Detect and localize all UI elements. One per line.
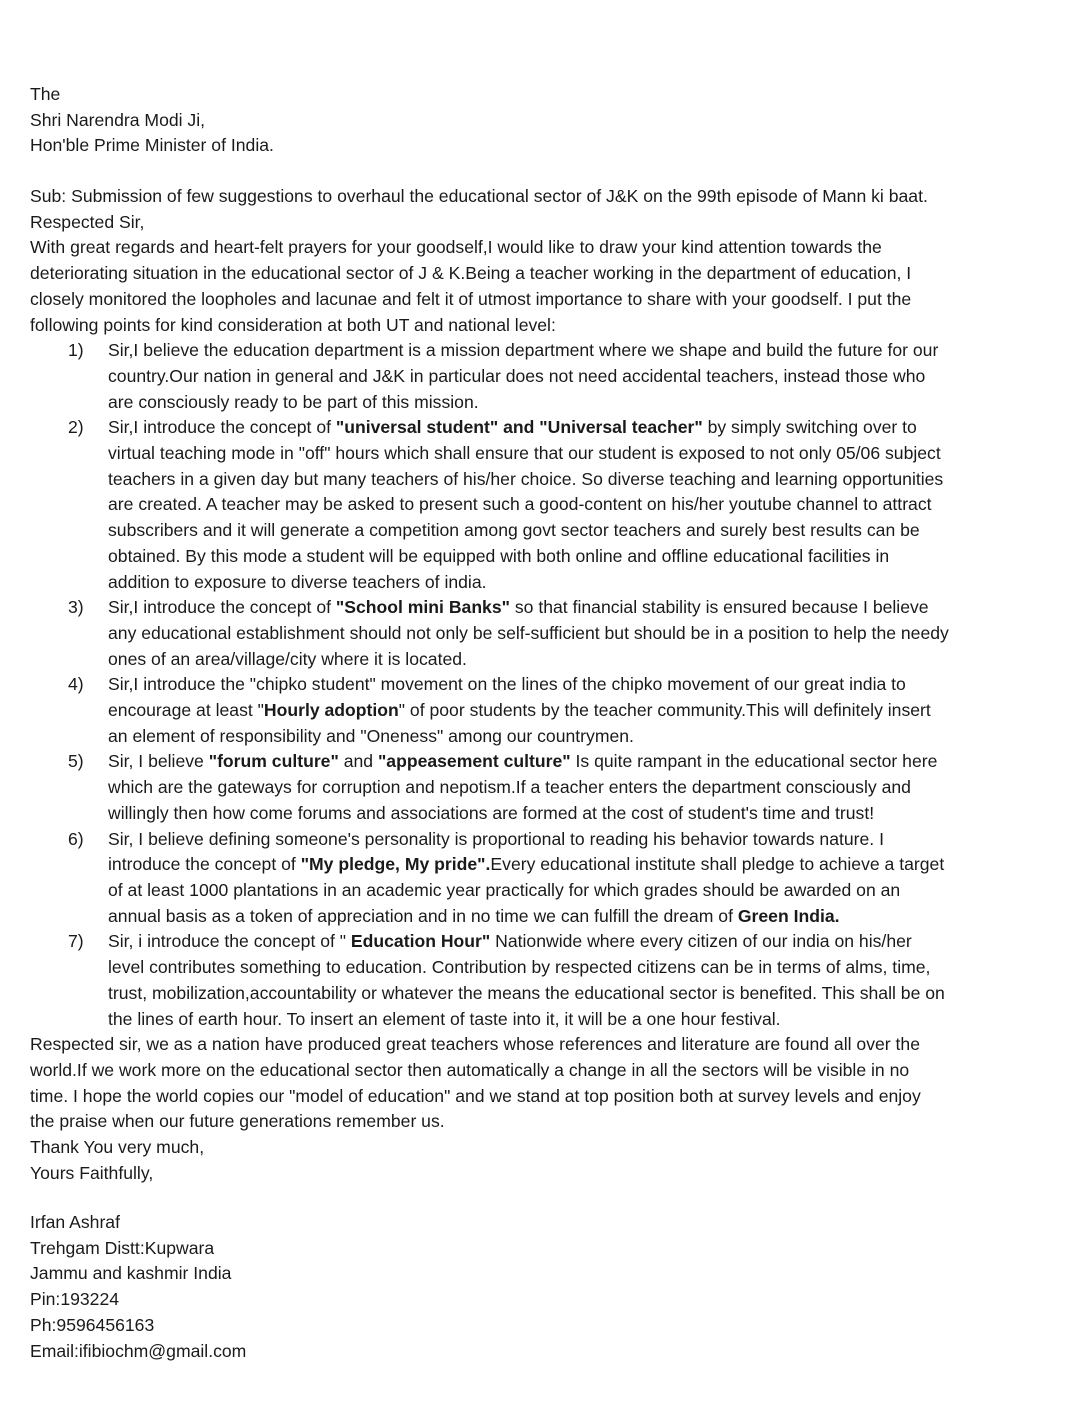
closing-paragraph (30, 1032, 1050, 1135)
suggestion-line (108, 647, 1050, 673)
body-text: Sir, i introduce the concept of " (108, 931, 351, 952)
suggestion-item (30, 415, 1050, 595)
suggestion-item (30, 672, 1050, 749)
body-text: virtual teaching mode in "off" hours which shall ensure that our student is exposed to not only 05/06 subject (108, 443, 941, 464)
body-text: " of poor students by the teacher community.This will definitely insert (398, 700, 931, 721)
intro-line: closely monitored the loopholes and lacunae and felt it of utmost importance to share with your goodself. I put the (30, 288, 912, 309)
body-text: Sir,I introduce the concept of (108, 417, 336, 438)
suggestion-line (108, 878, 1050, 904)
suggestion-line (108, 724, 1050, 750)
signer-pin: Pin:193224 (30, 1289, 120, 1310)
body-text: which are the gateways for corruption and nepotism.If a teacher enters the department consciously and (108, 777, 911, 798)
intro-line: deteriorating situation in the educational sector of J & K.Being a teacher working in the department of education, I (30, 263, 912, 284)
closing-line: world.If we work more on the educational sector then automatically a change in all the sectors will be visible in no (30, 1059, 910, 1080)
suggestion-line (108, 929, 1050, 955)
closing-line: time. I hope the world copies our "model of education" and we stand at top position both at survey levels and enjoy (30, 1085, 921, 1106)
body-text: so that financial stability is ensured because I believe (509, 597, 929, 618)
suggestion-line (108, 390, 1050, 416)
addressee-line: The (30, 84, 61, 104)
valediction: Yours Faithfully, (30, 1162, 154, 1183)
body-text: obtained. By this mode a student will be equipped with both online and offline educational facilities in (108, 545, 890, 566)
body-text: Sir,I believe the education department is a mission department where we shape and build the future for our (108, 340, 939, 361)
emphasis-text: Green India. (737, 905, 840, 926)
body-text: ones of an area/village/city where it is located. (108, 648, 467, 669)
suggestion-line (108, 749, 1050, 775)
body-text: introduce the concept of (108, 854, 301, 875)
signer-address: Trehgam Distt:Kupwara (30, 1237, 215, 1258)
suggestion-line (108, 518, 1050, 544)
body-text: are created. A teacher may be asked to present such a good-content on his/her youtube channel to attract (108, 494, 932, 515)
suggestion-item (30, 749, 1050, 826)
suggestion-number: 3) (68, 597, 84, 618)
suggestion-number: 1) (68, 340, 84, 361)
signer-email: Email:ifibiochm@gmail.com (30, 1340, 247, 1361)
letter-body (30, 184, 1050, 1186)
suggestion-list (30, 338, 1050, 1032)
body-text: an element of responsibility and "Oneness" among our countrymen. (108, 725, 634, 746)
suggestion-line (108, 775, 1050, 801)
body-text: subscribers and it will generate a competition among govt sector teachers and surely best results can be (108, 520, 920, 541)
addressee-line: Hon'ble Prime Minister of India. (30, 135, 274, 156)
suggestion-line (108, 364, 1050, 390)
body-text: and (338, 751, 378, 772)
body-text: Sir, I believe defining someone's personality is proportional to reading his behavior towards nature. I (108, 828, 884, 849)
addressee-line: Shri Narendra Modi Ji, (30, 109, 206, 130)
body-text: Nationwide where every citizen of our india on his/her (490, 931, 912, 952)
signer-phone: Ph:9596456163 (30, 1314, 155, 1335)
body-text: addition to exposure to diverse teachers of india. (108, 571, 487, 592)
closing-line: the praise when our future generations remember us. (30, 1111, 445, 1132)
body-text: level contributes something to education. Contribution by respected citizens can be in terms of alms, time, (108, 957, 931, 978)
body-text: trust, mobilization,accountability or whatever the means the educational sector is benefited. This shall be on (108, 982, 945, 1003)
signer-name: Irfan Ashraf (30, 1212, 120, 1232)
intro-line: With great regards and heart-felt prayers for your goodself,I would like to draw your kind attention towards the (30, 237, 882, 258)
body-text: Sir,I introduce the concept of (108, 597, 336, 618)
suggestion-line (108, 981, 1050, 1007)
suggestion-item (30, 827, 1050, 930)
suggestion-number: 6) (68, 828, 84, 849)
salutation: Respected Sir, (30, 211, 145, 232)
emphasis-text: "appeasement culture" (377, 751, 571, 772)
body-text: Sir,I introduce the "chipko student" movement on the lines of the chipko movement of our great india to (108, 674, 906, 695)
body-text: willingly then how come forums and associations are formed at the cost of student's time and trust! (108, 802, 875, 823)
body-text: Every educational institute shall pledge to achieve a target (490, 854, 945, 875)
suggestion-line (108, 467, 1050, 493)
suggestion-line (108, 338, 1050, 364)
suggestion-number: 2) (68, 417, 84, 438)
suggestion-line (108, 672, 1050, 698)
body-text: encourage at least " (108, 700, 264, 721)
suggestion-line (108, 904, 1050, 930)
closing-line: Respected sir, we as a nation have produced great teachers whose references and literature are found all over the (30, 1034, 920, 1055)
suggestion-number: 7) (68, 931, 84, 952)
body-text: the lines of earth hour. To insert an element of taste into it, it will be a one hour festival. (108, 1008, 781, 1029)
body-text: Is quite rampant in the educational sector here (570, 751, 938, 772)
emphasis-text: "School mini Banks" (335, 597, 510, 618)
signer-region: Jammu and kashmir India (30, 1263, 232, 1284)
emphasis-text: "My pledge, My pride". (300, 854, 491, 875)
suggestion-line (108, 595, 1050, 621)
suggestion-line (108, 955, 1050, 981)
body-text: by simply switching over to (702, 417, 917, 438)
suggestion-number: 5) (68, 751, 84, 772)
suggestion-item (30, 338, 1050, 415)
suggestion-line (108, 801, 1050, 827)
suggestion-line (108, 441, 1050, 467)
body-text: teachers in a given day but many teachers of his/her choice. So diverse teaching and learning opportunities (108, 468, 944, 489)
intro-paragraph (30, 235, 1050, 338)
emphasis-text: "forum culture" (208, 751, 339, 772)
emphasis-text: Hourly adoption (263, 700, 399, 721)
body-text: annual basis as a token of appreciation and in no time we can fulfill the dream of (108, 905, 738, 926)
suggestion-line (108, 1007, 1050, 1033)
suggestion-line (108, 621, 1050, 647)
signature-block (30, 1210, 1050, 1364)
thanks-line: Thank You very much, (30, 1137, 205, 1158)
emphasis-text: "universal student" and "Universal teacher" (335, 417, 703, 438)
addressee-block (30, 82, 1050, 159)
subject-line: Sub: Submission of few suggestions to overhaul the educational sector of J&K on the 99th episode of Mann ki baat. (30, 186, 928, 206)
body-text: of at least 1000 plantations in an academic year practically for which grades should be awarded on an (108, 879, 901, 900)
suggestion-line (108, 570, 1050, 596)
suggestion-line (108, 852, 1050, 878)
intro-line: following points for kind consideration at both UT and national level: (30, 314, 556, 335)
body-text: are consciously ready to be part of this mission. (108, 391, 479, 412)
emphasis-text: Education Hour" (350, 931, 491, 952)
suggestion-line (108, 698, 1050, 724)
suggestion-line (108, 827, 1050, 853)
suggestion-item (30, 595, 1050, 672)
suggestion-line (108, 544, 1050, 570)
body-text: Sir, I believe (108, 751, 209, 772)
body-text: any educational establishment should not only be self-sufficient but should be in a position to help the needy (108, 622, 949, 643)
suggestion-item (30, 929, 1050, 1032)
suggestion-number: 4) (68, 674, 84, 695)
suggestion-line (108, 415, 1050, 441)
body-text: country.Our nation in general and J&K in particular does not need accidental teachers, instead those who (108, 365, 926, 386)
suggestion-line (108, 492, 1050, 518)
